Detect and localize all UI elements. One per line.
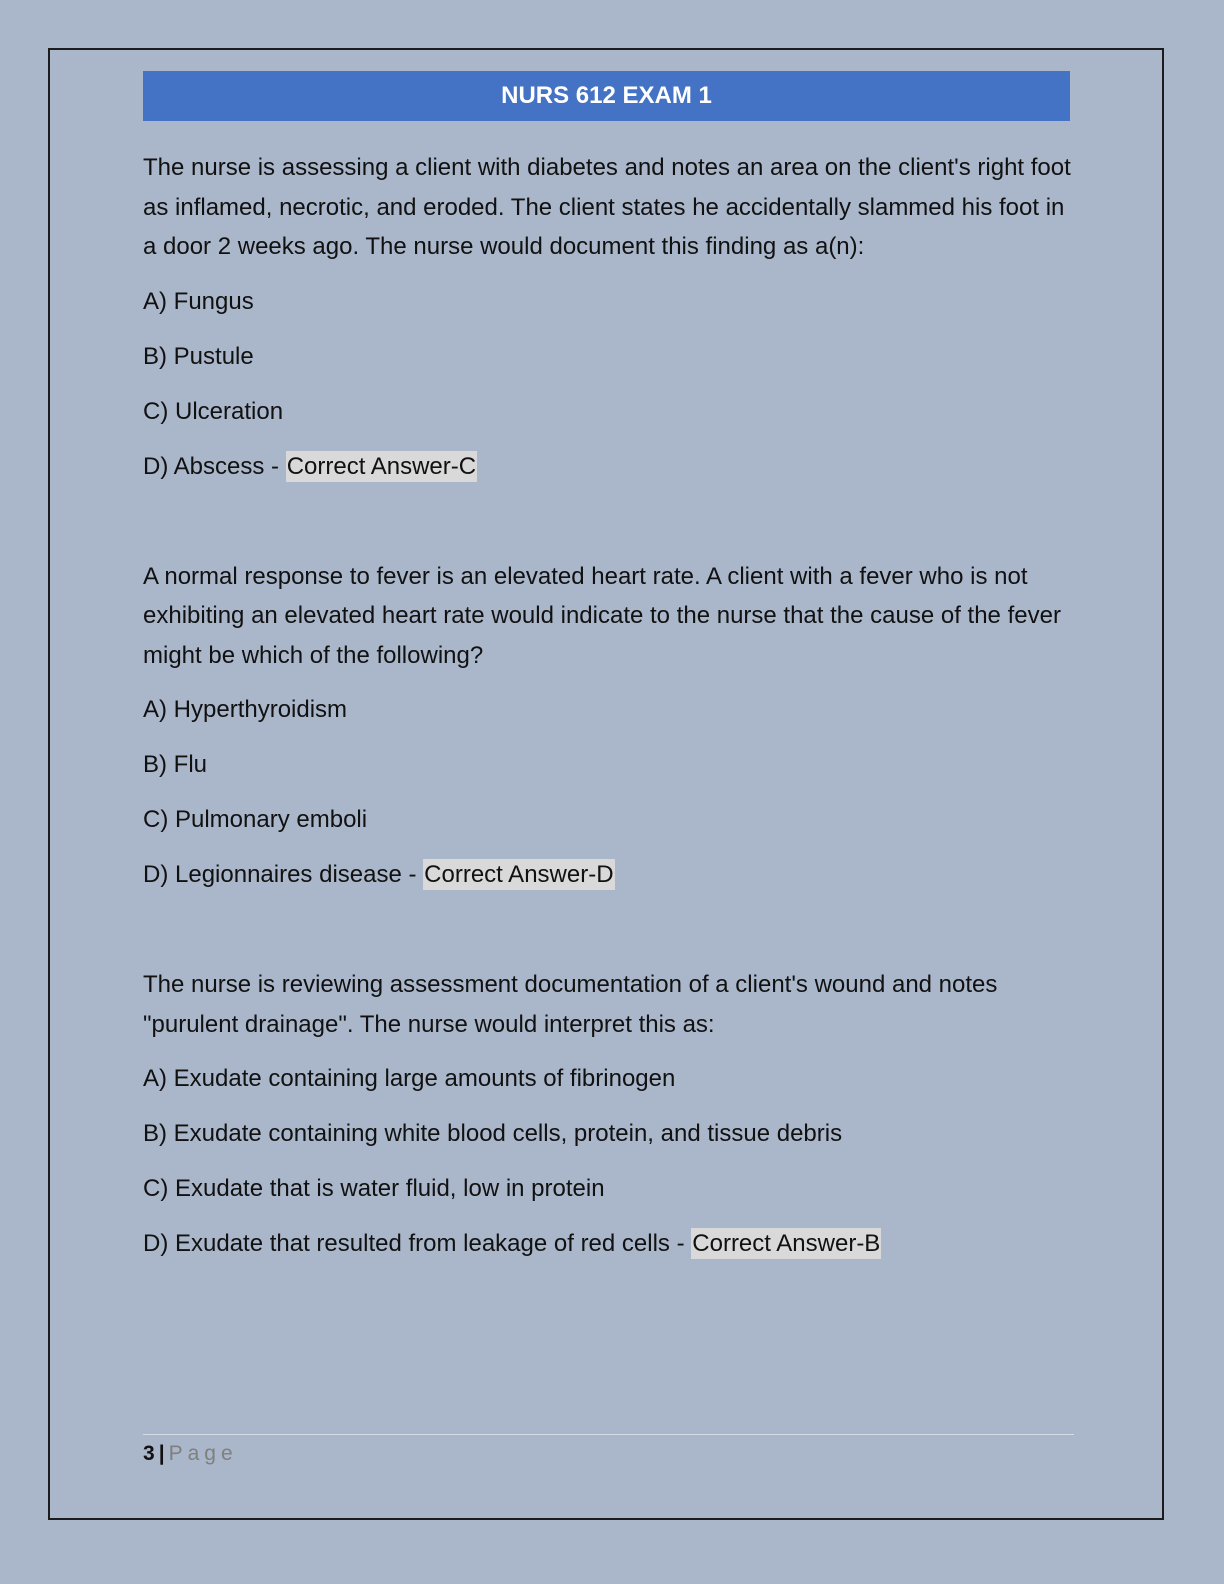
- document-title: NURS 612 EXAM 1: [143, 71, 1070, 121]
- option-d: D) Exudate that resulted from leakage of red cells -: [143, 1230, 692, 1257]
- correct-answer: Correct Answer-B: [692, 1230, 881, 1257]
- option-d-line: [143, 855, 1078, 895]
- document-body: [143, 148, 1078, 1334]
- option-b: B) Pustule: [143, 342, 254, 370]
- option-c: C) Pulmonary emboli: [143, 806, 368, 833]
- option-d: D) Abscess -: [143, 452, 286, 480]
- page-footer: [143, 1439, 238, 1469]
- page-label: Page: [168, 1442, 238, 1465]
- footer-separator: |: [158, 1442, 165, 1465]
- question-text: The nurse is reviewing assessment documentation of a client's wound and notes "purulent drainage". The nurse would interpret this as:: [143, 971, 998, 1038]
- option-d: D) Legionnaires disease -: [143, 861, 424, 888]
- option-b: B) Flu: [143, 751, 208, 778]
- option-c: C) Ulceration: [143, 397, 284, 425]
- question-block-1: [143, 148, 1078, 487]
- question-text: A normal response to fever is an elevated heart rate. A client with a fever who is not exhibiting an elevated heart rate would indicate to the nurse that the cause of the fever might be which of the following?: [143, 562, 1061, 669]
- option-d-line: [143, 1224, 1078, 1264]
- option-a: A) Exudate containing large amounts of fibrinogen: [143, 1065, 676, 1092]
- question-text: The nurse is assessing a client with diabetes and notes an area on the client's right foot as inflamed, necrotic, and eroded. The client states he accidentally slammed his foot in a door 2 weeks ago. The nurse would document this finding as a(n):: [143, 154, 1071, 260]
- option-c: C) Exudate that is water fluid, low in protein: [143, 1175, 605, 1202]
- option-b: B) Exudate containing white blood cells, protein, and tissue debris: [143, 1120, 843, 1147]
- option-a: A) Hyperthyroidism: [143, 696, 348, 723]
- page-number: 3: [143, 1442, 155, 1465]
- correct-answer: Correct Answer-C: [286, 452, 477, 480]
- correct-answer: Correct Answer-D: [424, 861, 614, 888]
- option-d-line: [143, 447, 1078, 487]
- question-block-2: [143, 557, 1078, 896]
- question-block-3: [143, 965, 1078, 1264]
- option-a: A) Fungus: [143, 287, 254, 315]
- footer-divider: [143, 1434, 1074, 1435]
